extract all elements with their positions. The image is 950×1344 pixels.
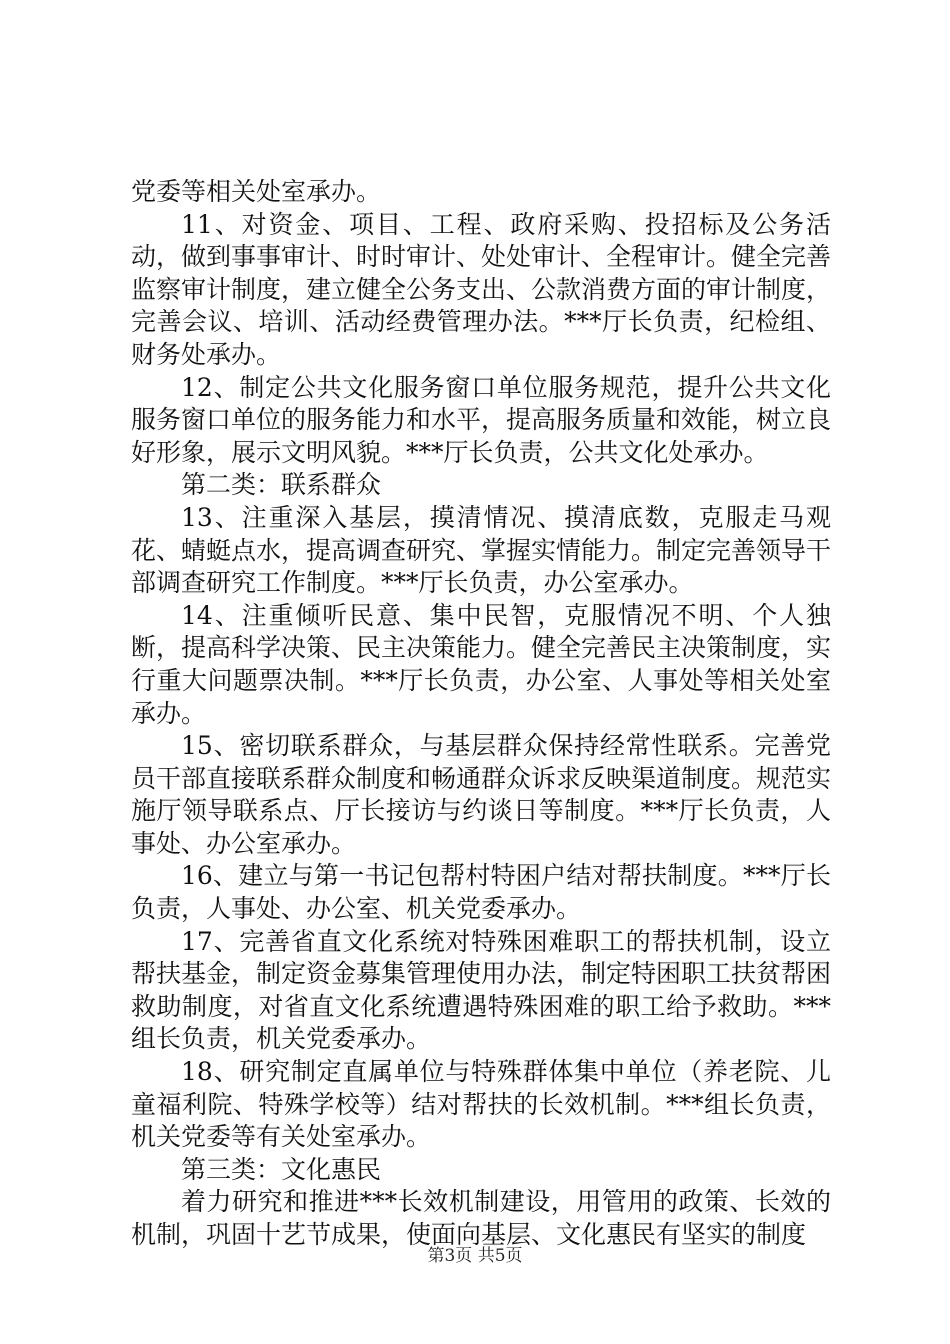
paragraph-item-15: 15、密切联系群众，与基层群众保持经常性联系。完善党员干部直接联系群众制度和畅通群众诉求反映渠道制度。规范实施厅领导联系点、厅长接访与约谈日等制度。***厅长负责，人事处、办公室承办。: [131, 731, 832, 858]
paragraph-item-13: 13、注重深入基层，摸清情况、摸清底数，克服走马观花、蜻蜓点水，提高调查研究、掌握实情能力。制定完善领导干部调查研究工作制度。***厅长负责，办公室承办。: [131, 502, 832, 598]
paragraph-item-14: 14、注重倾听民意、集中民智，克服情况不明、个人独断，提高科学决策、民主决策能力。健全完善民主决策制度，实行重大问题票决制。***厅长负责，办公室、人事处等相关处室承办。: [131, 600, 832, 728]
paragraph-item-12: 12、制定公共文化服务窗口单位服务规范，提升公共文化服务窗口单位的服务能力和水平，提高服务质量和效能，树立良好形象，展示文明风貌。***厅长负责，公共文化处承办。: [131, 372, 832, 467]
paragraph-item-11: 11、对资金、项目、工程、政府采购、投招标及公务活动，做到事事审计、时时审计、处处审计、全程审计。健全完善监察审计制度，建立健全公务支出、公款消费方面的审计制度，完善会议、培训、活动经费管理办法。***厅长负责，纪检组、财务处承办。: [131, 209, 832, 369]
paragraph-continuation: 党委等相关处室承办。: [131, 177, 382, 206]
paragraph-item-16: 16、建立与第一书记包帮村特困户结对帮扶制度。***厅长负责，人事处、办公室、机关党委承办。: [131, 861, 831, 924]
page-number-footer: 第3页 共5页: [427, 1246, 523, 1266]
paragraph-item-17: 17、完善省直文化系统对特殊困难职工的帮扶机制，设立帮扶基金，制定资金募集管理使用办法，制定特困职工扶贫帮困救助制度，对省直文化系统遭遇特殊困难的职工给予救助。***组长负责，机关党委承办。: [131, 926, 832, 1054]
section-heading-contact-masses: 第二类：联系群众: [181, 470, 382, 500]
paragraph-culture-benefit: 着力研究和推进***长效机制建设，用管用的政策、长效的机制，巩固十艺节成果，使面向基层、文化惠民有坚实的制度: [131, 1187, 831, 1249]
document-body: [131, 176, 831, 1252]
paragraph-item-18: 18、研究制定直属单位与特殊群体集中单位（养老院、儿童福利院、特殊学校等）结对帮扶的长效机制。***组长负责，机关党委等有关处室承办。: [131, 1057, 831, 1152]
section-heading-culture-benefit: 第三类：文化惠民: [181, 1154, 382, 1184]
